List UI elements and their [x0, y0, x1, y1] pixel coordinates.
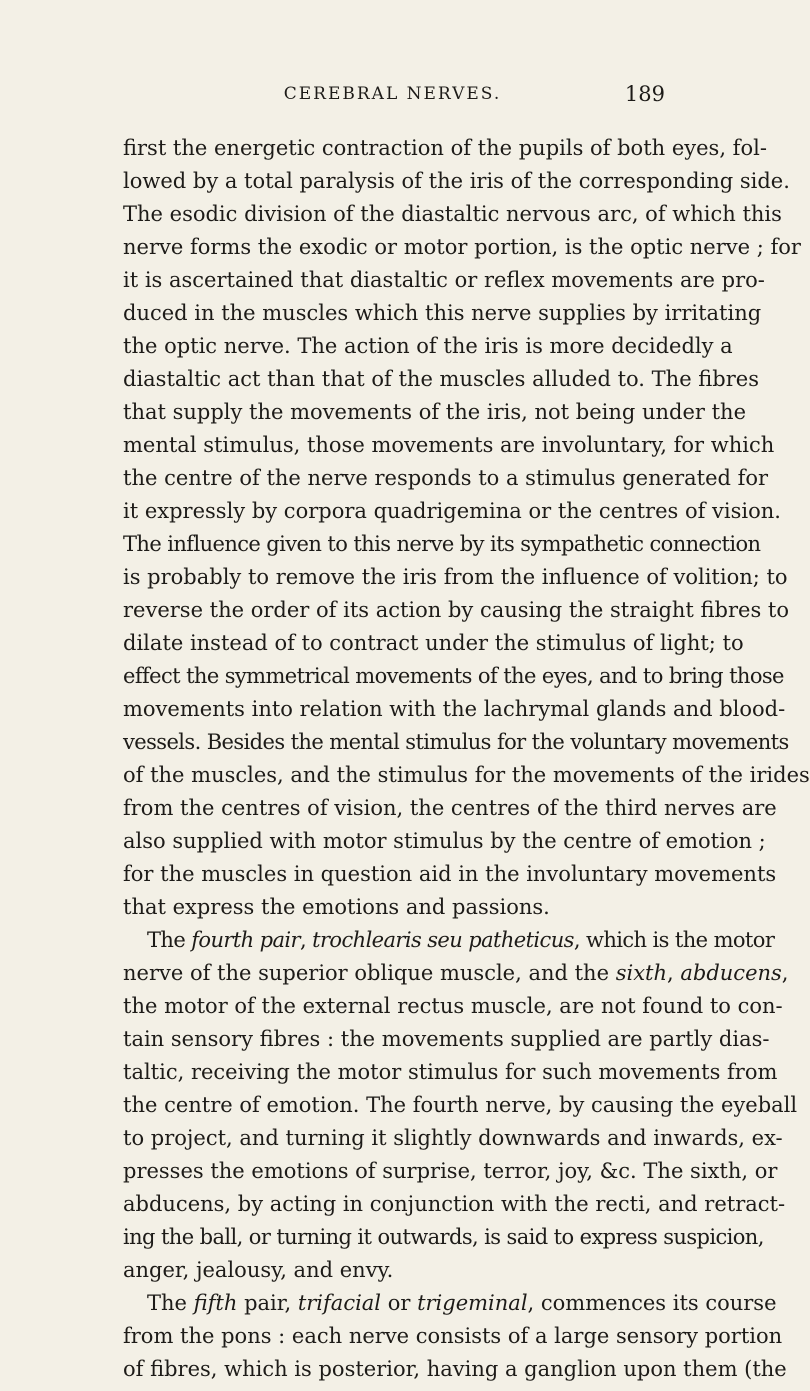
text-line: first the energetic contraction of the pupils of both eyes, fol- — [123, 136, 767, 160]
italic-term: trigeminal — [417, 1291, 528, 1315]
italic-term: sixth — [615, 961, 668, 985]
text-line: The influence given to this nerve by its sympathetic connection — [123, 532, 761, 556]
text-line: from the pons : each nerve consists of a large sensory portion — [123, 1324, 783, 1348]
italic-term: fourth pair — [191, 928, 300, 952]
text-line: tain sensory fibres : the movements supplied are partly dias- — [123, 1027, 770, 1051]
italic-term: abducens — [680, 961, 782, 985]
text-line: ing the ball, or turning it outwards, is said to express suspicion, — [123, 1225, 764, 1249]
text-run: , which is the motor — [573, 928, 775, 952]
text-line: the optic nerve. The action of the iris is more decidedly a — [123, 334, 733, 358]
text-run: , — [667, 961, 681, 985]
text-line: effect the symmetrical movements of the eyes, and to bring those — [123, 664, 784, 688]
text-line: lowed by a total paralysis of the iris of the corresponding side. — [123, 169, 790, 193]
text-line: presses the emotions of surprise, terror, joy, &c. The sixth, or — [123, 1159, 778, 1183]
text-line: of the muscles, and the stimulus for the movements of the irides — [123, 763, 810, 787]
text-line: diastaltic act than that of the muscles alluded to. The fibres — [123, 367, 759, 391]
page-number: 189 — [624, 82, 665, 106]
text-line — [123, 957, 789, 990]
text-line: taltic, receiving the motor stimulus for such movements from — [123, 1060, 778, 1084]
text-line: that express the emotions and passions. — [123, 895, 550, 919]
text-run: The — [147, 1291, 194, 1315]
text-run: , commences its course — [527, 1291, 777, 1315]
text-run: nerve of the superior oblique muscle, and the — [123, 961, 616, 985]
text-line: also supplied with motor stimulus by the centre of emotion ; — [123, 829, 766, 853]
body-text — [123, 132, 810, 1386]
text-line: it expressly by corpora quadrigemina or the centres of vision. — [123, 499, 781, 523]
text-line: anger, jealousy, and envy. — [123, 1258, 394, 1282]
text-line: it is ascertained that diastaltic or reflex movements are pro- — [123, 268, 765, 292]
text-line: vessels. Besides the mental stimulus for the voluntary movements — [123, 730, 789, 754]
text-line: the centre of emotion. The fourth nerve, by causing the eyeball — [123, 1093, 798, 1117]
text-run: pair, — [237, 1291, 298, 1315]
text-line: to project, and turning it slightly downwards and inwards, ex- — [123, 1126, 783, 1150]
text-line — [123, 1287, 777, 1320]
text-line: reverse the order of its action by causing the straight fibres to — [123, 598, 790, 622]
text-line: that supply the movements of the iris, not being under the — [123, 400, 747, 424]
text-run: The — [147, 928, 192, 952]
text-line: the motor of the external rectus muscle, are not found to con- — [123, 994, 783, 1018]
text-run: or — [381, 1291, 418, 1315]
text-line: of fibres, which is posterior, having a ganglion upon them (the — [123, 1357, 787, 1381]
text-line: for the muscles in question aid in the involuntary movements — [123, 862, 777, 886]
text-line: mental stimulus, those movements are involuntary, for which — [123, 433, 775, 457]
text-run: , — [300, 928, 313, 952]
text-line: from the centres of vision, the centres of the third nerves are — [123, 796, 777, 820]
italic-term: fifth — [193, 1291, 238, 1315]
text-line: is probably to remove the iris from the influence of volition; to — [123, 565, 788, 589]
text-line: The esodic division of the diastaltic nervous arc, of which this — [123, 202, 782, 226]
page-header — [120, 84, 665, 114]
text-line: dilate instead of to contract under the stimulus of light; to — [123, 631, 744, 655]
running-head: CEREBRAL NERVES. — [283, 84, 502, 104]
text-line: nerve forms the exodic or motor portion, is the optic nerve ; for — [123, 235, 801, 259]
text-line: movements into relation with the lachrymal glands and blood- — [123, 697, 786, 721]
italic-term: trochlearis seu patheticus — [312, 928, 574, 952]
text-run: , — [781, 961, 789, 985]
text-line — [123, 924, 775, 957]
text-line: abducens, by acting in conjunction with the recti, and retract- — [123, 1192, 786, 1216]
text-line: the centre of the nerve responds to a stimulus generated for — [123, 466, 769, 490]
text-line: duced in the muscles which this nerve supplies by irritating — [123, 301, 762, 325]
italic-term: trifacial — [297, 1291, 382, 1315]
